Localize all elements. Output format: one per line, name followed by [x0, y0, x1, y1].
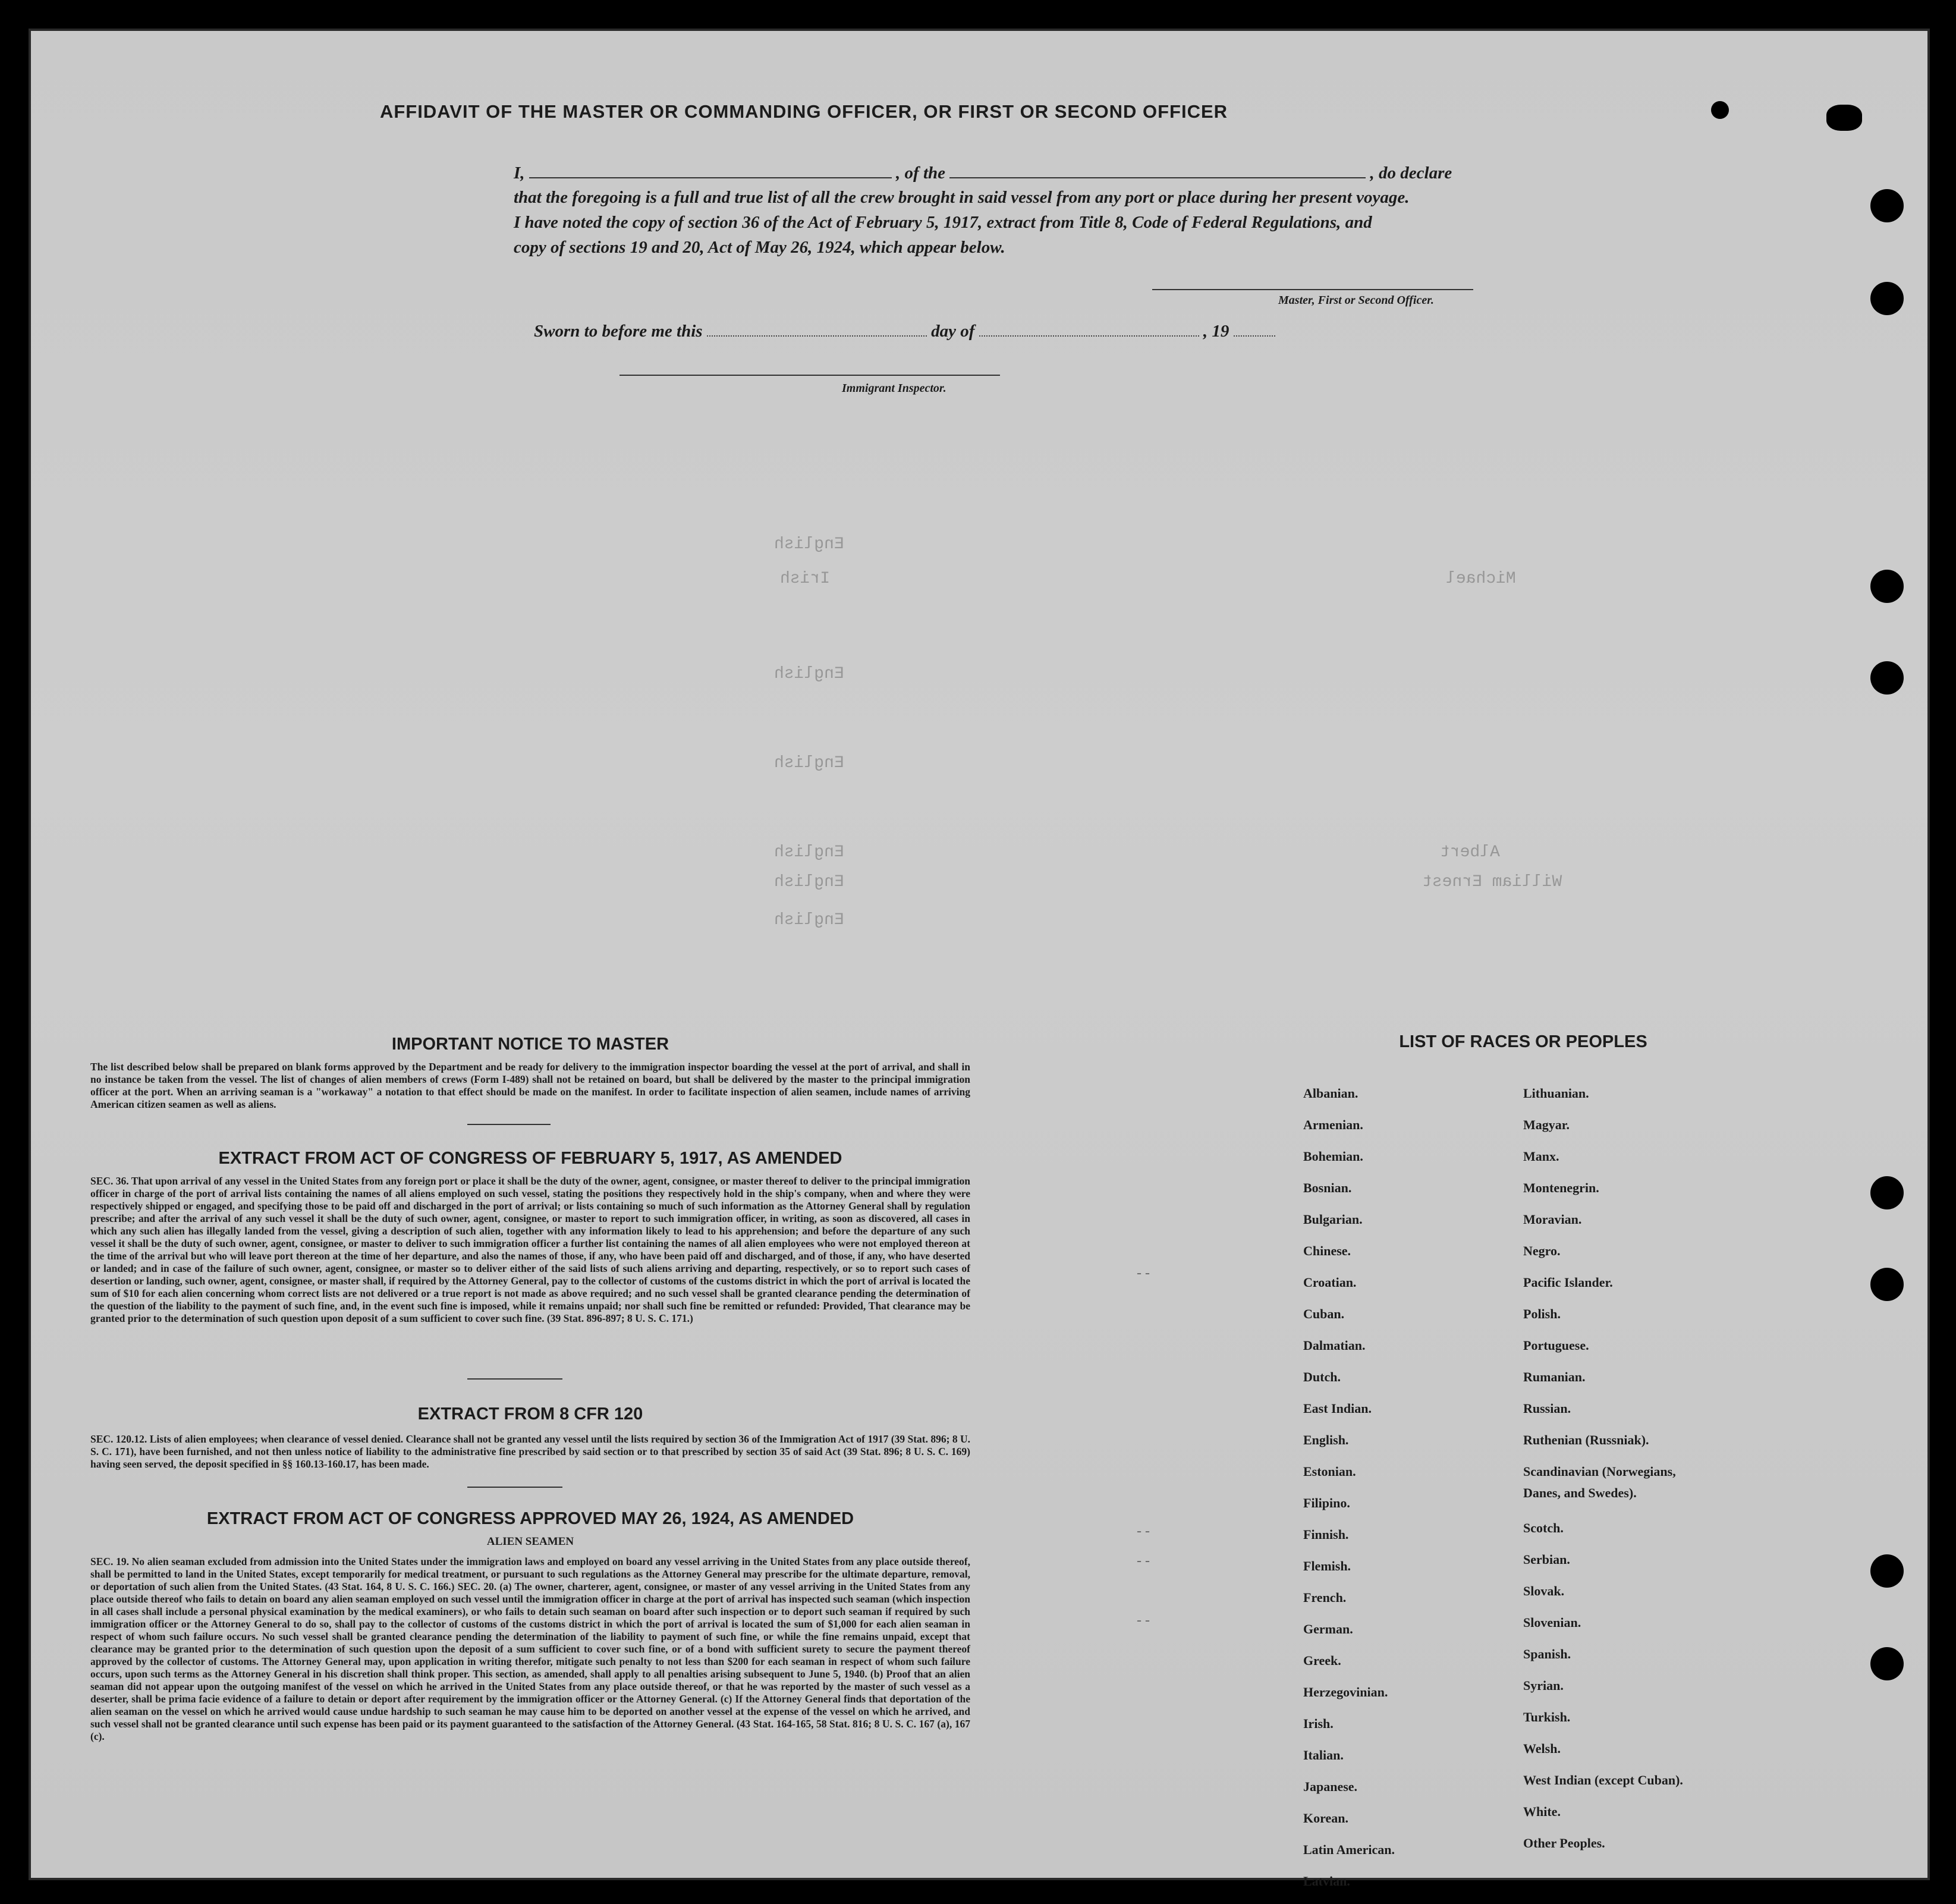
extract-cfr-title: EXTRACT FROM 8 CFR 120 — [417, 1405, 643, 1424]
race-item: Turkish. — [1523, 1710, 1571, 1724]
sworn-month-blank[interactable] — [979, 321, 1199, 337]
bleed-text: Michael — [1446, 570, 1516, 588]
bleed-text: William Ernest — [1422, 873, 1562, 891]
bleed-text: Albert — [1440, 843, 1500, 862]
race-item: Rumanian. — [1523, 1369, 1586, 1384]
race-item: Danes, and Swedes). — [1523, 1485, 1637, 1500]
punch-hole — [1870, 661, 1904, 695]
affidavit-title: AFFIDAVIT OF THE MASTER OR COMMANDING OFFICER, OR FIRST OR SECOND OFFICER — [379, 101, 1228, 122]
race-item: Cuban. — [1303, 1306, 1345, 1321]
race-item: Portuguese. — [1523, 1338, 1589, 1353]
form-sheet: William Ernest Michael Irish English English English English Albert English English - - - - - - - - AFFIDAVIT OF THE MASTER OR COMMANDING OFFICER, OR FIRST OR SECOND OFFICER I, , of the , do declare that the foregoing is a full and true list of all the crew brought in said vessel from any port or place during her present voyage. I have noted the copy of section 36 of the Act of February 5, 1917, extract from Title 8, Code of Federal Regulations, and copy of sections 19 and 20, Act of May 26, 1924, which appear below. Master, First or Second Officer. Sworn to before me this day of , 19 Immigrant Inspector. IMPORTANT NOTICE TO MASTER The list described below shall be prepared on blank forms approved by the Department and be ready for delivery to the immigration inspector boarding the vessel at the port of arrival, and shall in no instance be taken from the vessel. The list of changes of alien members of crews (Form I-489) shall not be retained on board, but shall be delivered by the master to the principal immigration officer at the port. When an arriving seaman is a "workaway" a notation to that effect should be made on the manifest. In order to facilitate inspection of alien seamen, include names of arriving American citizen seamen as well as aliens. EXTRACT FROM ACT OF CONGRESS OF FEBRUARY 5, 1917, AS AMENDED SEC. 36. That upon arrival of any vessel in the United States from any foreign port or place it shall be the duty of the owner, agent, consignee, or master thereof to deliver to the principal immigration officer in charge of the port of arrival lists containing the names of all aliens employed on such vessel, stating the positions they respectively hold in the ship's company, when and where they were respectively shipped or engaged, and specifying those to be paid off and discharged in the port of arrival; or lists containing so much of such information as the Attorney General shall by regulation prescribe; and after the arrival of any such vessel it shall be the duty of such owner, agent, consignee, or master to report to such immigration officer, in writing, as soon as discovered, all cases in which any such alien has illegally landed from the vessel, giving a description of such alien, together with any information likely to lead to his apprehension; and before the departure of any such vessel it shall be the duty of such owner, agent, consignee, or master to deliver to such immigration officer a further list containing the names of all alien employees who were not employed thereon at the time of the arrival but who will leave port thereon at the time of her departure, and also the names of those, if any, who have been paid off and discharged, and of those, if any, who have deserted or landed; and in case of the failure of such owner, agent, consignee, or master so to deliver either of the said lists of such aliens arriving and departing, respectively, or so to report such cases of desertion or landing, such owner, agent, consignee, or master shall, if required by the Attorney General, pay to the collector of customs of the customs district in which the port of arrival is located the sum of $10 for each alien concerning whom correct lists are not delivered or a true report is not made as above required; and no such vessel shall be granted clearance pending the determination of the question of the liability to the payment of such fine, and, in the event such fine is imposed, while it remains unpaid; nor shall such fine be remitted or refunded: Provided, That clearance may be granted prior to the determination of such question upon deposit of a sum sufficient to cover such fine. (39 Stat. 896-897; 8 U. S. C. 171.) EXTRACT FROM 8 CFR 120 SEC. 120.12. Lists of alien employees; when clearance of vessel denied. Clearance shall not be granted any vessel until the lists required by section 36 of the Immigration Act of 1917 (39 Stat. 896; 8 U. S. C. 171), have been furnished, and not then unless notice of liability to the administrative fine prescribed by said section or to that prescribed by section 35 of said Act (39 Stat. 896; 8 U. S. C. 169) having seen served, the deposit specified in §§ 160.13-160.17, has been made. EXTRACT FROM ACT OF CONGRESS APPROVED MAY 26, 1924, AS AMENDED ALIEN SEAMEN SEC. 19. No alien seaman excluded from admission into the United States under the immigration laws and employed on board any vessel arriving in the United States from any place outside thereof, shall be permitted to land in the United States, except temporarily for medical treatment, or pursuant to such regulations as the Attorney General may prescribe for the ultimate departure, removal, or deportation of such alien from the United States. (43 Stat. 164, 8 U. S. C. 166.) SEC. 20. (a) The owner, charterer, agent, consignee, or master of any vessel arriving in the United States from any place outside thereof who fails to detain on board any alien seaman employed on such vessel until the immigration officer in charge at the port of arrival has inspected such seaman (which inspection in all cases shall include a personal physical examination by the medical examiners), or who fails to detain such seaman on board after such inspection or to deport such seaman if required by such immigration officer or the Attorney General to do so, shall pay to the collector of customs of the customs district in which the port of arrival is located the sum of $1,000 for each alien seaman in respect of whom such failure occurs. No such vessel shall be granted clearance pending the determination of the liability to payment of such fine, or while the fine remains unpaid, except that clearance may be granted prior to the determination of such question upon the deposit of a sum sufficient to cover such fine, or of a bond with sufficient surety to secure the payment thereof approved by the collector of customs. The Attorney General may, upon application in writing therefor, mitigate such penalty to not less than $200 for each seaman in respect of whom such failure occurs, upon such terms as the Attorney General in his discretion shall think proper. This section, as amended, shall apply to all penalties arising subsequent to June 5, 1940. (b) Proof that an alien seaman did not appear upon the outgoing manifest of the vessel on which he arrived in the United States from any place outside thereof, or that he was reported by the master of such vessel as a deserter, shall be prima facie evidence of a failure to detain or deport after requirement by the immigration officer or the Attorney General. (c) If the Attorney General finds that deportation of the alien seaman on the vessel on which he arrived would cause undue hardship to such seaman he may cause him to be deported on another vessel at the expense of the vessel on which he arrived, and such vessel shall not be granted clearance until such expense has been paid or its payment guaranteed to the satisfaction of the Attorney General. (43 Stat. 164-165, 58 Stat. 816; 8 U. S. C. 167 (a), 167 (c). LIST OF RACES OR PEOPLES Albanian. Armenian. Bohemian. Bosnian. Bulgarian. Chinese. Croatian. Cuban. Dalmatian. Dutch. East Indian. English. Estonian. Filipino. Finnish. Flemish. French. German. Greek. Herzegovinian. Irish. Italian. Japanese. Korean. Latin American. Latvian. Lithuanian. Magyar. Manx. Montenegrin. Moravian. Negro. Pacific Islander. Polish. Portuguese. Rumanian. Russian. Ruthenian (Russniak). Scandinavian (Norwegians, Danes, and Swedes). Scotch. Serbian. Slovak. Slovenian. Spanish. Syrian. Turkish. Welsh. West Indian (except Cuban). White. Other Peoples. — [29, 29, 1930, 1880]
punch-hole — [1870, 1268, 1904, 1301]
race-item: West Indian (except Cuban). — [1523, 1773, 1683, 1787]
race-item: Dalmatian. — [1303, 1338, 1366, 1353]
race-item: English. — [1303, 1432, 1349, 1447]
race-item: Filipino. — [1303, 1495, 1350, 1510]
race-item: Montenegrin. — [1523, 1180, 1599, 1195]
race-item: Manx. — [1523, 1149, 1559, 1164]
bleed-text: English — [774, 535, 844, 554]
race-item: Italian. — [1303, 1748, 1344, 1762]
race-item: Serbian. — [1523, 1552, 1570, 1567]
race-item: East Indian. — [1303, 1401, 1372, 1416]
race-item: Latvian. — [1303, 1874, 1350, 1889]
extract-cfr-body: SEC. 120.12. Lists of alien employees; when clearance of vessel denied. Clearance shall not be granted any vessel until the lists required by section 36 of the Immigration Act of 1917 (39 Stat. 896; 8 U. S. C. 171), have been furnished, and not then unless notice of liability to the administrative fine prescribed by said section or to that prescribed by section 35 of said Act (39 Stat. 896; 8 U. S. C. 169) having seen served, the deposit specified in §§ 160.13-160.17, has been made. — [90, 1433, 970, 1470]
bleed-text: English — [774, 843, 844, 862]
punch-hole — [1870, 282, 1904, 315]
race-item: French. — [1303, 1590, 1347, 1605]
race-item: Moravian. — [1523, 1212, 1582, 1227]
race-item: Lithuanian. — [1523, 1086, 1589, 1101]
race-item: Other Peoples. — [1523, 1836, 1605, 1850]
bleed-text: English — [774, 911, 844, 929]
master-signature-label: Master, First or Second Officer. — [1278, 294, 1434, 307]
extract-1917-title: EXTRACT FROM ACT OF CONGRESS OF FEBRUARY 5, 1917, AS AMENDED — [218, 1149, 842, 1168]
race-item: Spanish. — [1523, 1647, 1571, 1661]
race-item: Greek. — [1303, 1653, 1341, 1668]
bleed-text: English — [774, 754, 844, 772]
notice-title: IMPORTANT NOTICE TO MASTER — [391, 1035, 669, 1054]
bleed-text: Irish — [780, 570, 831, 588]
race-item: Bulgarian. — [1303, 1212, 1363, 1227]
race-item: Ruthenian (Russniak). — [1523, 1432, 1649, 1447]
race-item: Bosnian. — [1303, 1180, 1352, 1195]
affidavit-line-3: I have noted the copy of section 36 of the Act of February 5, 1917, extract from Title 8, Code of Federal Regulations, and — [514, 213, 1372, 232]
race-item: Dutch. — [1303, 1369, 1341, 1384]
extract-1917-body: SEC. 36. That upon arrival of any vessel in the United States from any foreign port or place it shall be the duty of the owner, agent, consignee, or master thereof to deliver to the principal immigration officer in charge of the port of arrival lists containing the names of all aliens employed on such vessel, stating the positions they respectively hold in the ship's company, when and where they were respectively shipped or engaged, and specifying those to be paid off and discharged in the port of arrival; or lists containing so much of such information as the Attorney General shall by regulation prescribe; and after the arrival of any such vessel it shall be the duty of such owner, agent, consignee, or master to report to such immigration officer, in writing, as soon as discovered, all cases in which any such alien has illegally landed from the vessel, giving a description of such alien, together with any information likely to lead to his apprehension; and before the departure of any such vessel it shall be the duty of such owner, agent, consignee, or master to deliver to such immigration officer a further list containing the names of all alien employees who were not employed thereon at the time of the arrival but who will leave port thereon at the time of her departure, and also the names of those, if any, who have been paid off and discharged, and of those, if any, who have deserted or landed; and in case of the failure of such owner, agent, consignee, or master so to deliver either of the said lists of such aliens arriving and departing, respectively, or so to report such cases of desertion or landing, such owner, agent, consignee, or master shall, if required by the Attorney General, pay to the collector of customs of the customs district in which the port of arrival is located the sum of $10 for each alien concerning whom correct lists are not delivered or a true report is not made as above required; and no such vessel shall be granted clearance pending the determination of the question of the liability to the payment of such fine, and, in the event such fine is imposed, while it remains unpaid; nor shall such fine be remitted or refunded: Provided, That clearance may be granted prior to the determination of such question upon deposit of a sum sufficient to cover such fine. (39 Stat. 896-897; 8 U. S. C. 171.) — [90, 1175, 970, 1324]
race-item: Welsh. — [1523, 1741, 1561, 1756]
sworn-line: Sworn to before me this day of , 19 — [534, 321, 1275, 341]
race-item: Japanese. — [1303, 1779, 1358, 1794]
race-item: Bohemian. — [1303, 1149, 1363, 1164]
punch-hole — [1870, 189, 1904, 222]
affidavit-line-2: that the foregoing is a full and true list of all the crew brought in said vessel from any port or place during her present voyage. — [514, 188, 1410, 207]
race-item: Syrian. — [1523, 1678, 1564, 1693]
race-item: Polish. — [1523, 1306, 1561, 1321]
race-item: Albanian. — [1303, 1086, 1358, 1101]
extract-1924-body: SEC. 19. No alien seaman excluded from admission into the United States under the immigration laws and employed on board any vessel arriving in the United States from any place outside thereof, shall be permitted to land in the United States, except temporarily for medical treatment, or pursuant to such regulations as the Attorney General may prescribe for the ultimate departure, removal, or deportation of such alien from the United States. (43 Stat. 164, 8 U. S. C. 166.) SEC. 20. (a) The owner, charterer, agent, consignee, or master of any vessel arriving in the United States from any place outside thereof who fails to detain on board any alien seaman employed on such vessel until the immigration officer in charge at the port of arrival has inspected such seaman (which inspection in all cases shall include a personal physical examination by the medical examiners), or who fails to detain such seaman on board after such inspection or to deport such seaman if required by such immigration officer or the Attorney General to do so, shall pay to the collector of customs of the customs district in which the port of arrival is located the sum of $1,000 for each alien seaman in respect of whom such failure occurs. No such vessel shall be granted clearance pending the determination of the liability to payment of such fine, or while the fine remains unpaid, except that clearance may be granted prior to the determination of such question upon the deposit of a sum sufficient to cover such fine, or of a bond with sufficient surety to secure the payment thereof approved by the collector of customs. The Attorney General may, upon application in writing therefor, mitigate such penalty to not less than $200 for each seaman in respect of whom such failure occurs, upon such terms as the Attorney General in his discretion shall think proper. This section, as amended, shall apply to all penalties arising subsequent to June 5, 1940. (b) Proof that an alien seaman did not appear upon the outgoing manifest of the vessel on which he arrived in the United States from any place outside thereof, or that he was reported by the master of such vessel as a deserter, shall be prima facie evidence of a failure to detain or deport after requirement by the immigration officer or the Attorney General. (c) If the Attorney General finds that deportation of the alien seaman on the vessel on which he arrived would cause undue hardship to such seaman he may cause him to be deported on another vessel at the expense of the vessel on which he arrived, and such vessel shall not be granted clearance until such expense has been paid or its payment guaranteed to the satisfaction of the Attorney General. (43 Stat. 164-165, 58 Stat. 816; 8 U. S. C. 167 (a), 167 (c). — [90, 1556, 970, 1742]
extract-1924-title: EXTRACT FROM ACT OF CONGRESS APPROVED MAY 26, 1924, AS AMENDED — [206, 1509, 854, 1528]
race-item: Negro. — [1523, 1243, 1561, 1258]
punch-hole — [1711, 101, 1729, 119]
notice-body: The list described below shall be prepared on blank forms approved by the Department and be ready for delivery to the immigration inspector boarding the vessel at the port of arrival, and shall in no instance be taken from the vessel. The list of changes of alien members of crews (Form I-489) shall not be retained on board, but shall be delivered by the master to the principal immigration officer at the port. When an arriving seaman is a "workaway" a notation to that effect should be made on the manifest. In order to facilitate inspection of alien seamen, include names of arriving American citizen seamen as well as aliens. — [90, 1061, 970, 1110]
vessel-name-blank[interactable] — [949, 163, 1366, 178]
officer-name-blank[interactable] — [529, 163, 892, 178]
race-item: Finnish. — [1303, 1527, 1349, 1542]
inspector-signature-line[interactable] — [619, 375, 1000, 376]
extract-1924-subtitle: ALIEN SEAMEN — [486, 1535, 574, 1548]
race-item: Slovak. — [1523, 1583, 1565, 1598]
punch-hole — [1870, 1647, 1904, 1680]
race-item: Korean. — [1303, 1811, 1348, 1826]
punch-hole — [1870, 1176, 1904, 1209]
race-item: Estonian. — [1303, 1464, 1356, 1479]
race-item: Magyar. — [1523, 1117, 1570, 1132]
punch-hole — [1870, 1554, 1904, 1588]
race-item: Scandinavian (Norwegians, — [1523, 1464, 1676, 1479]
race-item: Herzegovinian. — [1303, 1685, 1388, 1699]
race-item: Scotch. — [1523, 1520, 1564, 1535]
sworn-year-blank[interactable] — [1234, 321, 1275, 337]
race-item: Croatian. — [1303, 1275, 1357, 1290]
affidavit-line-4: copy of sections 19 and 20, Act of May 26, 1924, which appear below. — [514, 238, 1005, 257]
sworn-day-blank[interactable] — [707, 321, 927, 337]
punch-hole — [1870, 570, 1904, 603]
master-signature-line[interactable] — [1152, 289, 1473, 290]
race-item: Pacific Islander. — [1523, 1275, 1613, 1290]
race-item: White. — [1523, 1804, 1561, 1819]
inspector-signature-label: Immigrant Inspector. — [842, 382, 946, 395]
race-item: Chinese. — [1303, 1243, 1351, 1258]
race-item: Russian. — [1523, 1401, 1571, 1416]
bleed-text: English — [774, 873, 844, 891]
race-item: German. — [1303, 1622, 1353, 1636]
punch-hole — [1826, 105, 1862, 131]
race-item: Flemish. — [1303, 1559, 1351, 1573]
race-item: Slovenian. — [1523, 1615, 1581, 1630]
races-title: LIST OF RACES OR PEOPLES — [1399, 1032, 1647, 1051]
race-item: Armenian. — [1303, 1117, 1363, 1132]
race-item: Latin American. — [1303, 1842, 1395, 1857]
bleed-text: English — [774, 665, 844, 683]
race-item: Irish. — [1303, 1716, 1334, 1731]
affidavit-line-1: I, , of the , do declare — [514, 164, 1452, 183]
